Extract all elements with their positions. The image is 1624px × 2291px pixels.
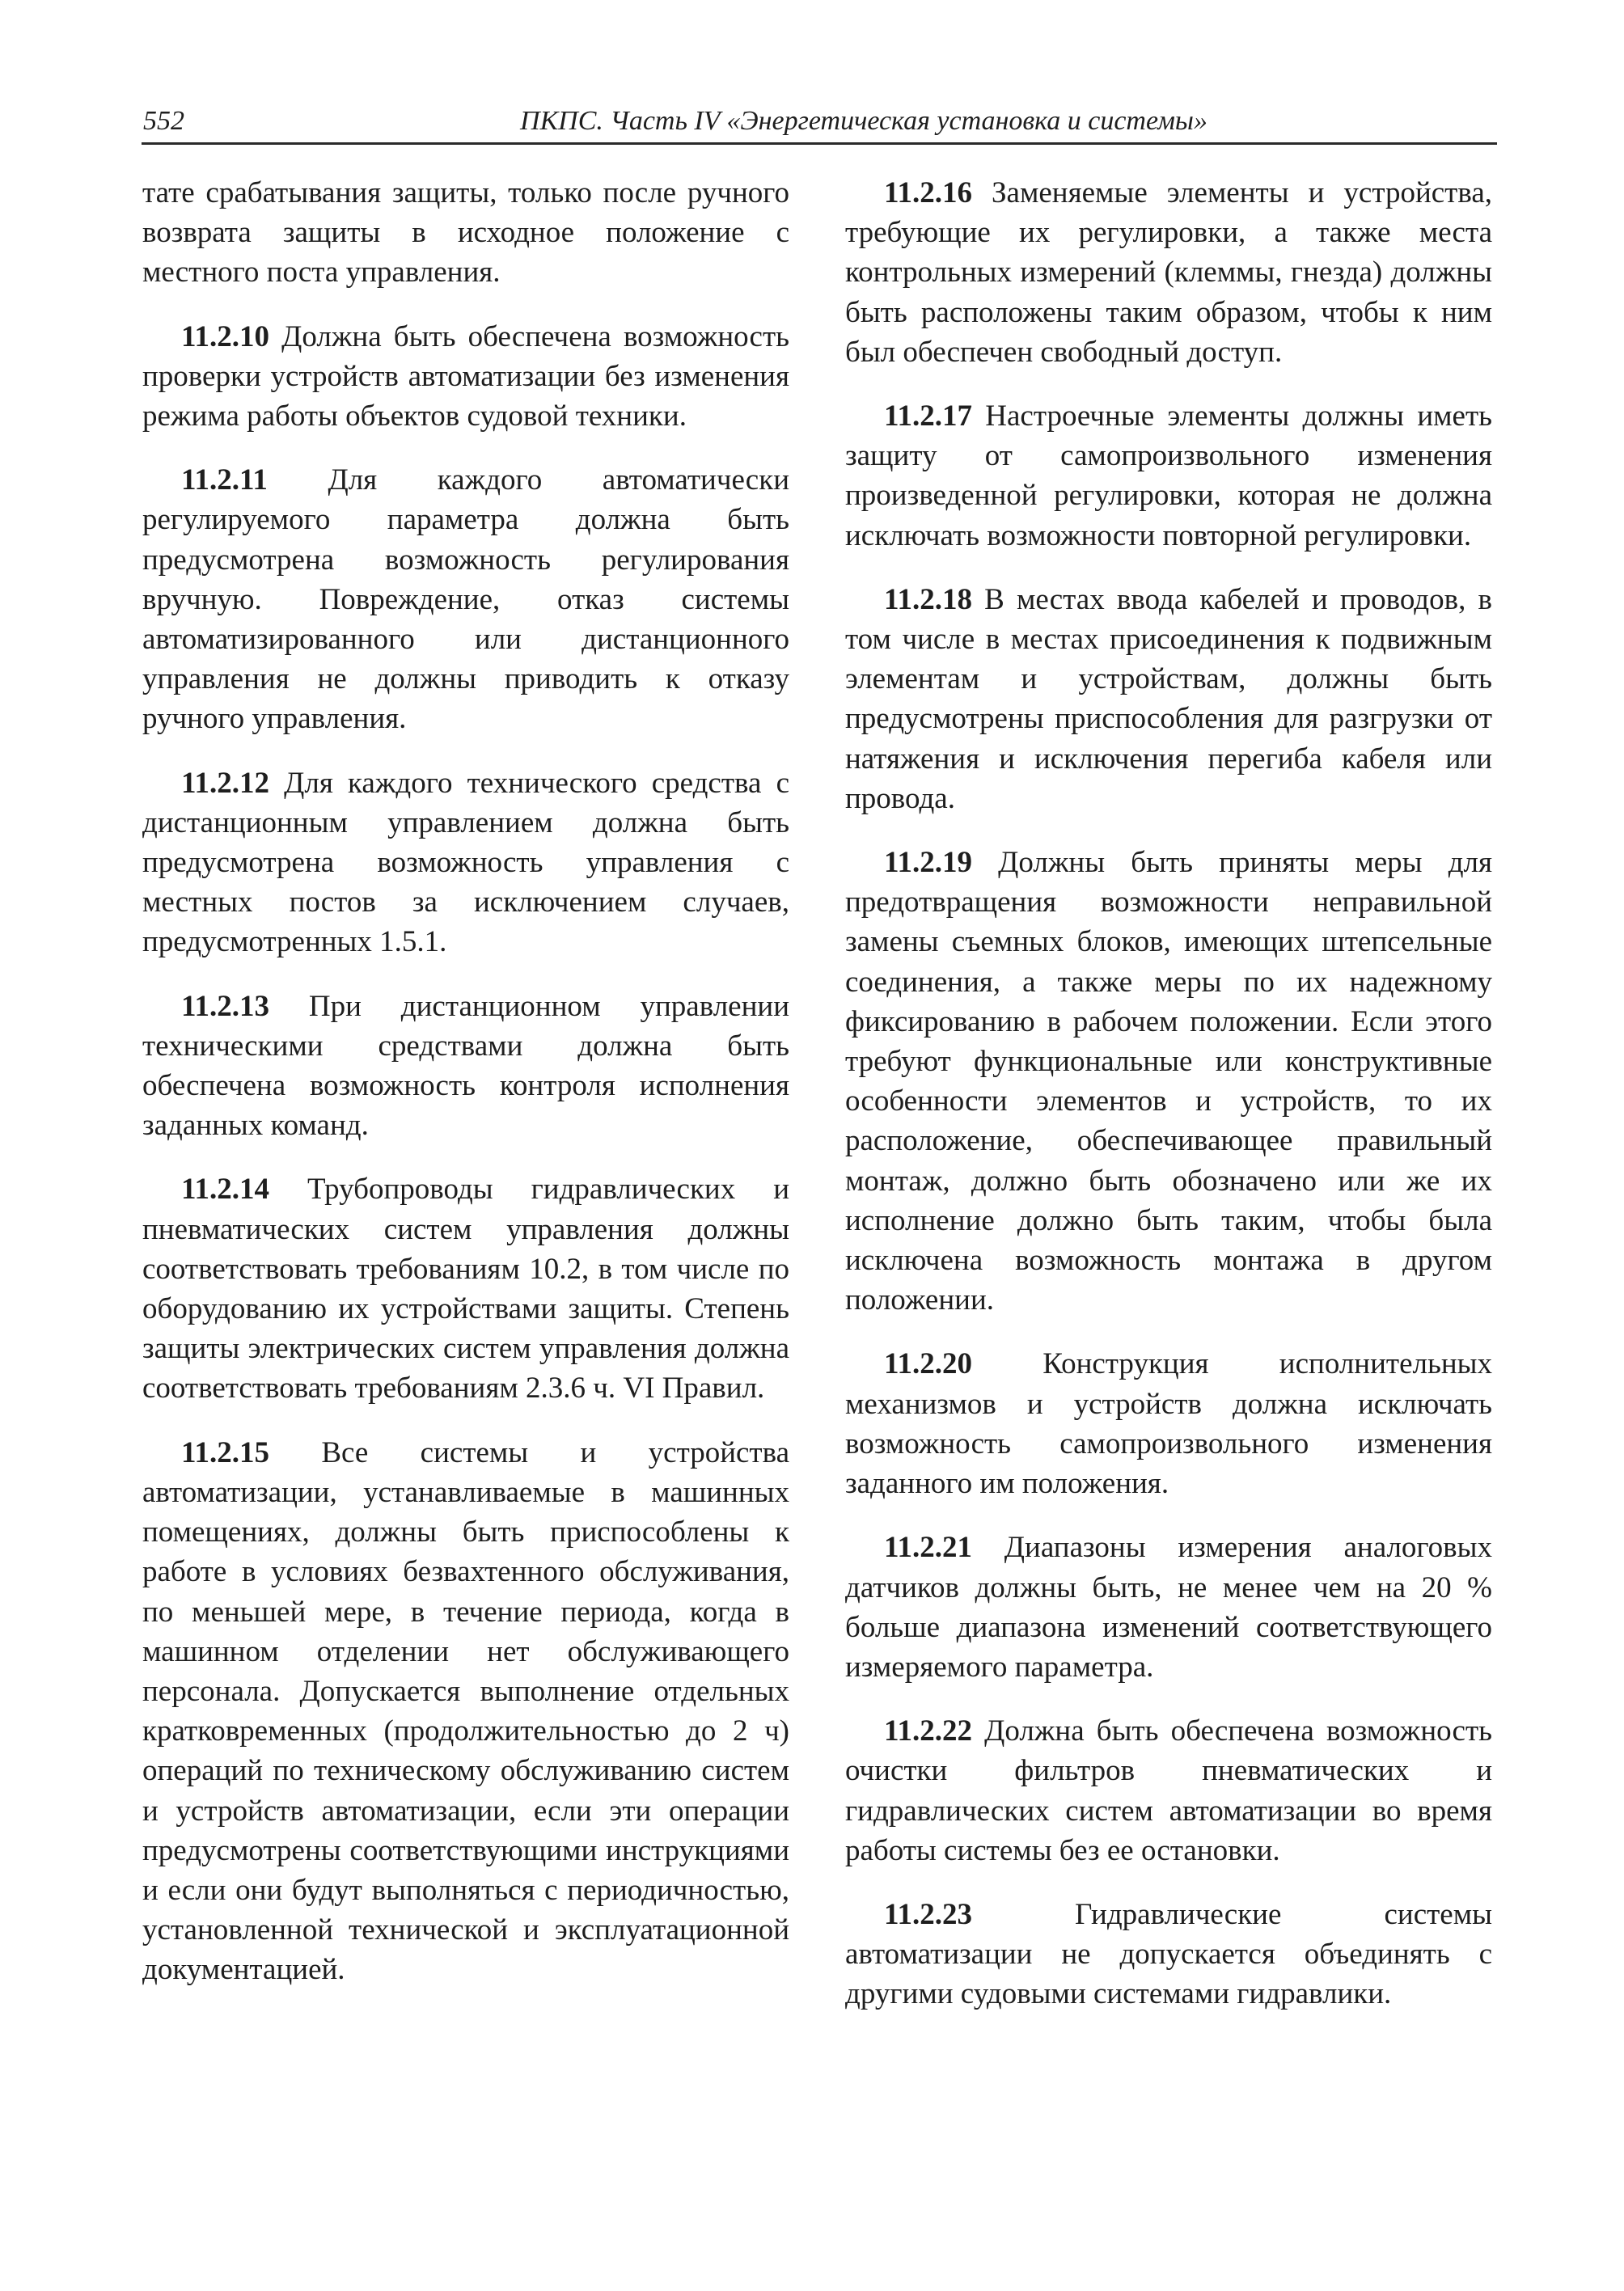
- clause-text: В местах ввода кабелей и проводов, в том числе в местах присоединения к подвижным элементам и устройствам, должны быть предусмотрены приспособления для разгрузки от натяжения и исключения перегиба кабеля или провода.: [845, 582, 1492, 815]
- clause-text: Гидравлические системы автоматизации не допускается объединять с другими судовыми системами гидравлики.: [845, 1897, 1492, 2011]
- clause-text: Трубопроводы гидравлических и пневматических систем управления должны соответствовать требованиям 10.2, в том числе по оборудованию их устройствами защиты. Степень защиты электрических систем управления должна соответствовать требованиям 2.3.6 ч. VI Правил.: [142, 1173, 790, 1405]
- clause-number: 11.2.12: [181, 766, 269, 800]
- clause-11-2-20: [845, 1344, 1492, 1503]
- clause-11-2-22: [845, 1711, 1492, 1870]
- clause-number: 11.2.18: [884, 582, 972, 616]
- clause-11-2-18: [845, 580, 1492, 818]
- clause-text: Диапазоны измерения аналоговых датчиков должны быть, не менее чем на 20 % больше диапазона изменений соответствующего измеряемого параметра.: [845, 1531, 1492, 1684]
- clause-11-2-15: [142, 1433, 789, 1990]
- clause-number: 11.2.23: [884, 1897, 972, 1931]
- clause-number: 11.2.20: [884, 1347, 972, 1381]
- paragraph-text: тате срабатывания защиты, только после ручного возврата защиты в исходное положение с местного поста управления.: [142, 176, 789, 290]
- paragraph-continued: [142, 173, 789, 293]
- clause-11-2-21: [845, 1528, 1492, 1687]
- clause-11-2-12: [142, 763, 789, 962]
- clause-text: Настроечные элементы должны иметь защиту от самопроизвольного изменения произведенной регулировки, которая не должна исключать возможности повторной регулировки.: [845, 399, 1492, 552]
- clause-text: Конструкция исполнительных механизмов и устройств должна исключать возможность самопроизвольного изменения заданного им положения.: [845, 1347, 1493, 1501]
- running-header: [142, 100, 1497, 145]
- left-column: [142, 173, 789, 2014]
- clause-11-2-14: [142, 1169, 789, 1408]
- running-title: ПКПС. Часть IV «Энергетическая установка и системы»: [520, 106, 1207, 136]
- clause-11-2-23: [845, 1895, 1492, 2014]
- clause-11-2-19: [845, 843, 1492, 1320]
- clause-text: Должна быть обеспечена возможность проверки устройств автоматизации без изменения режима работы объектов судовой техники.: [142, 319, 790, 433]
- clause-text: Должны быть приняты меры для предотвращения возможности неправильной замены съемных блоков, имеющих штепсельные соединения, а также меры по их надежному фиксированию в рабочем положении. Если этого требуют функциональные или конструктивные особенности элементов и устройств, то их расположение, обеспечивающее правильный монтаж, должно быть обозначено или же их исполнение должно быть таким, чтобы была исключена возможность монтажа в другом положении.: [845, 846, 1493, 1317]
- clause-text: Для каждого технического средства с дистанционным управлением должна быть предусмотрена возможность управления с местных постов за исключением случаев, предусмотренных 1.5.1.: [142, 766, 789, 959]
- clause-text: При дистанционном управлении техническими средствами должна быть обеспечена возможность контроля исполнения заданных команд.: [142, 989, 789, 1143]
- clause-number: 11.2.15: [181, 1435, 269, 1469]
- clause-text: Заменяемые элементы и устройства, требующие их регулировки, а также места контрольных измерений (клеммы, гнезда) должны быть расположены таким образом, чтобы к ним был обеспечен свободный доступ.: [845, 176, 1493, 369]
- clause-11-2-11: [142, 460, 789, 738]
- clause-number: 11.2.16: [884, 176, 972, 209]
- clause-number: 11.2.10: [181, 319, 269, 353]
- page-number: 552: [143, 106, 184, 136]
- clause-number: 11.2.13: [181, 989, 269, 1023]
- right-column: [845, 173, 1492, 2039]
- clause-number: 11.2.11: [181, 463, 268, 497]
- clause-11-2-16: [845, 173, 1492, 372]
- clause-11-2-13: [142, 987, 789, 1146]
- clause-11-2-17: [845, 396, 1492, 556]
- clause-number: 11.2.19: [884, 846, 972, 880]
- clause-number: 11.2.17: [884, 399, 972, 433]
- clause-number: 11.2.22: [884, 1714, 972, 1748]
- clause-text: Для каждого автоматически регулируемого параметра должна быть предусмотрена возможность регулирования вручную. Повреждение, отказ системы автоматизированного или дистанционного управления не должны приводить к отказу ручного управления.: [142, 463, 789, 736]
- clause-11-2-10: [142, 317, 789, 437]
- clause-number: 11.2.21: [884, 1531, 972, 1565]
- clause-text: Все системы и устройства автоматизации, устанавливаемые в машинных помещениях, должны быть приспособлены к работе в условиях безвахтенного обслуживания, по меньшей мере, в течение периода, когда в машинном отделении нет обслуживающего персонала. Допускается выполнение отдельных кратковременных (продолжительностью до 2 ч) операций по техническому обслуживанию систем и устройств автоматизации, если эти операции предусмотрены соответствующими инструкциями и если они будут выполняться с периодичностью, установленной технической и эксплуатационной документацией.: [142, 1435, 789, 1987]
- clause-number: 11.2.14: [181, 1173, 269, 1207]
- clause-text: Должна быть обеспечена возможность очистки фильтров пневматических и гидравлических систем автоматизации во время работы системы без ее остановки.: [845, 1714, 1493, 1867]
